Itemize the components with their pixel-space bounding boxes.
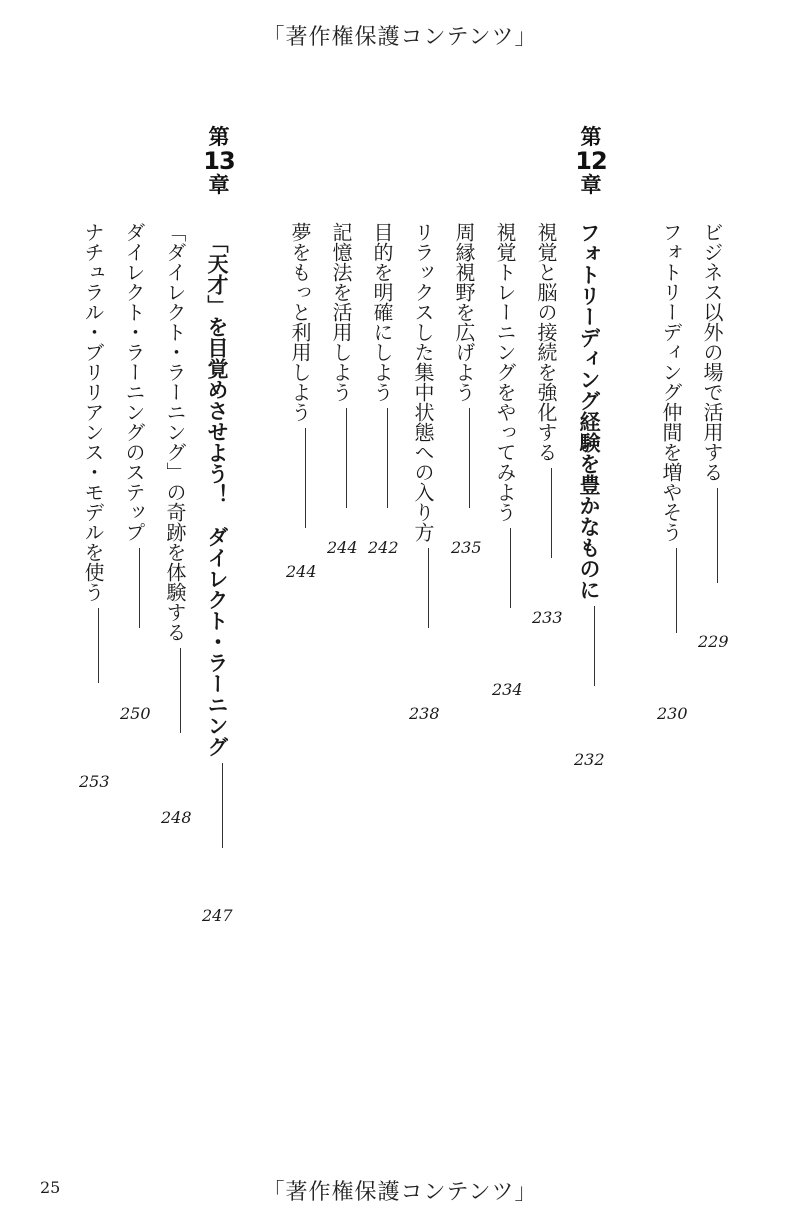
chapter-label-prefix: 第 — [208, 125, 230, 149]
toc-entry[interactable] — [661, 222, 681, 633]
leader-line — [717, 488, 719, 583]
toc-entry[interactable] — [495, 222, 515, 608]
toc-entry[interactable] — [83, 222, 103, 683]
toc-entry-text: 視覚と脳の接続を強化する — [534, 222, 558, 462]
leader-line — [305, 428, 307, 528]
toc-entry-text: ビジネス以外の場で活用する — [700, 222, 724, 482]
toc-entry-text: 視覚トレーニングをやってみよう — [493, 222, 517, 522]
chapter-title-text: フォトリーディング経験を豊かなものに — [577, 222, 601, 600]
toc-page-number: 234 — [492, 680, 523, 699]
leader-line — [676, 548, 678, 633]
chapter-number: 13 — [203, 147, 235, 175]
watermark-bottom: 「著作権保護コンテンツ」 — [262, 1180, 538, 1205]
leader-line — [469, 408, 471, 508]
toc-entry-text: ダイレクト・ラーニングのステップ — [122, 222, 146, 542]
toc-entry[interactable] — [536, 222, 556, 558]
toc-entry-text: 周縁視野を広げよう — [452, 222, 476, 402]
chapter-label-prefix: 第 — [580, 125, 602, 149]
page-number: 25 — [40, 1178, 61, 1197]
toc-entry[interactable] — [331, 222, 351, 508]
toc-page-number: 244 — [327, 538, 358, 557]
leader-line — [594, 606, 596, 686]
chapter-number: 12 — [575, 147, 607, 175]
leader-line — [346, 408, 348, 508]
toc-page-number: 238 — [409, 704, 440, 723]
toc-entry[interactable] — [454, 222, 474, 508]
leader-line — [222, 763, 224, 848]
toc-entry-text: 目的を明確にしよう — [370, 222, 394, 402]
toc-entry-text: フォトリーディング仲間を増やそう — [659, 222, 683, 542]
toc-entry-text: 記憶法を活用しよう — [329, 222, 353, 402]
leader-line — [551, 468, 553, 558]
toc-entry[interactable] — [124, 222, 144, 628]
toc-entry-text: 夢をもっと利用しよう — [288, 222, 312, 422]
chapter-label — [203, 125, 235, 197]
leader-line — [180, 648, 182, 733]
leader-line — [510, 528, 512, 608]
leader-line — [428, 548, 430, 628]
leader-line — [139, 548, 141, 628]
chapter-label-suffix: 章 — [580, 173, 602, 197]
toc-entry-text: 「ダイレクト・ラーニング」の奇跡を体験する — [163, 222, 187, 642]
toc-page-number: 244 — [286, 562, 317, 581]
chapter-title-text: 「天才」を目覚めさせよう！ ダイレクト・ラーニング — [205, 232, 229, 757]
toc-page-number: 242 — [368, 538, 399, 557]
toc-page-number: 229 — [698, 632, 729, 651]
chapter-title-page: 232 — [574, 750, 605, 769]
toc-page-number: 250 — [120, 704, 151, 723]
toc-entry[interactable] — [165, 222, 185, 733]
chapter-label — [575, 125, 607, 197]
watermark-top: 「著作権保護コンテンツ」 — [262, 25, 538, 50]
toc-entry[interactable] — [413, 222, 433, 628]
toc-entry[interactable] — [702, 222, 722, 583]
chapter-label-suffix: 章 — [208, 173, 230, 197]
toc-page-number: 235 — [451, 538, 482, 557]
toc-entry[interactable] — [372, 222, 392, 508]
toc-entry-text: リラックスした集中状態への入り方 — [411, 222, 435, 542]
chapter-title-page: 247 — [202, 906, 233, 925]
leader-line — [98, 608, 100, 683]
chapter-title[interactable] — [578, 222, 599, 686]
toc-entry-text: ナチュラル・ブリリアンス・モデルを使う — [81, 222, 105, 602]
chapter-title[interactable] — [206, 232, 227, 848]
toc-page-number: 248 — [161, 808, 192, 827]
toc-page-number: 253 — [79, 772, 110, 791]
leader-line — [387, 408, 389, 508]
toc-page-number: 230 — [657, 704, 688, 723]
toc-page-number: 233 — [532, 608, 563, 627]
toc-entry[interactable] — [290, 222, 310, 528]
